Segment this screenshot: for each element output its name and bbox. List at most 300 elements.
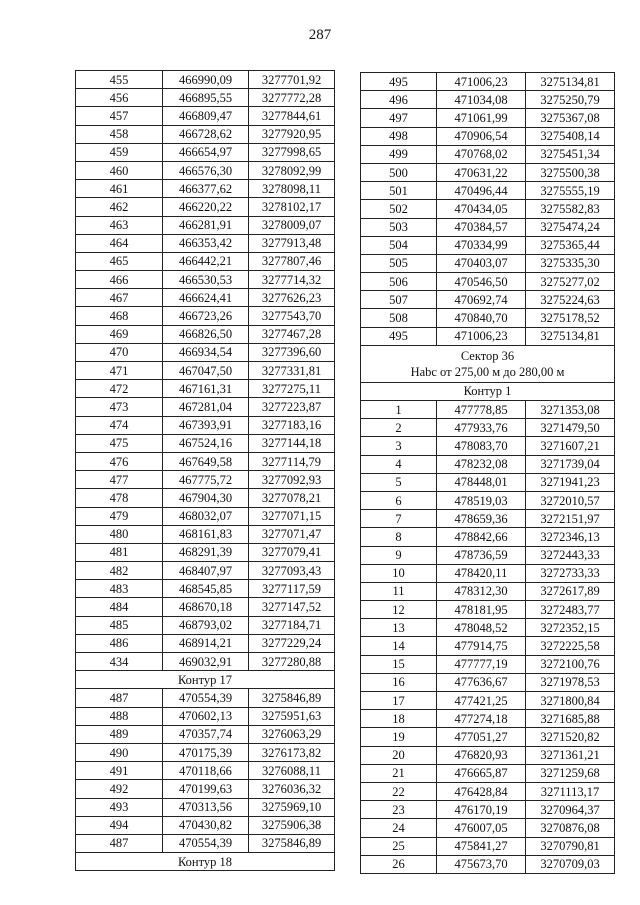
point-number-cell: 495 (361, 73, 437, 91)
sector-height-range: Нabc от 275,00 м до 280,00 м (410, 364, 565, 379)
table-row (76, 543, 335, 561)
y-coordinate-cell: 3278102,17 (249, 198, 335, 216)
x-coordinate-cell: 466442,21 (163, 252, 249, 270)
table-row (76, 452, 335, 470)
table-row (76, 707, 335, 725)
point-number-cell: 16 (361, 673, 437, 691)
x-coordinate-cell: 477933,76 (437, 419, 526, 437)
y-coordinate-cell: 3275846,89 (249, 689, 335, 707)
contour-heading-row (361, 382, 615, 400)
point-number-cell: 469 (76, 325, 163, 343)
x-coordinate-cell: 471034,08 (437, 91, 526, 109)
x-coordinate-cell: 467047,50 (163, 362, 249, 380)
x-coordinate-cell: 478448,01 (437, 473, 526, 491)
point-number-cell: 498 (361, 127, 437, 145)
y-coordinate-cell: 3272346,13 (526, 528, 615, 546)
x-coordinate-cell: 470313,56 (163, 798, 249, 816)
x-coordinate-cell: 470384,57 (437, 218, 526, 236)
table-row (76, 653, 335, 671)
x-coordinate-cell: 470554,39 (163, 834, 249, 852)
point-number-cell: 6 (361, 491, 437, 509)
point-number-cell: 473 (76, 398, 163, 416)
point-number-cell: 456 (76, 89, 163, 107)
table-row (76, 471, 335, 489)
table-row (76, 71, 335, 89)
point-number-cell: 505 (361, 254, 437, 272)
point-number-cell: 480 (76, 525, 163, 543)
table-row (361, 109, 615, 127)
point-number-cell: 434 (76, 653, 163, 671)
point-number-cell: 492 (76, 780, 163, 798)
x-coordinate-cell: 471006,23 (437, 327, 526, 345)
table-row (76, 180, 335, 198)
point-number-cell: 12 (361, 601, 437, 619)
table-row (76, 780, 335, 798)
x-coordinate-cell: 470434,05 (437, 200, 526, 218)
x-coordinate-cell: 470840,70 (437, 309, 526, 327)
point-number-cell: 22 (361, 782, 437, 800)
y-coordinate-cell: 3277147,52 (249, 598, 335, 616)
table-row (76, 125, 335, 143)
table-row (76, 234, 335, 252)
page-number: 287 (308, 27, 332, 43)
x-coordinate-cell: 467904,30 (163, 489, 249, 507)
y-coordinate-cell: 3271941,23 (526, 473, 615, 491)
x-coordinate-cell: 470692,74 (437, 291, 526, 309)
x-coordinate-cell: 468545,85 (163, 580, 249, 598)
table-row (76, 525, 335, 543)
coordinates-table-left (75, 70, 335, 871)
y-coordinate-cell: 3277714,32 (249, 271, 335, 289)
point-number-cell: 470 (76, 343, 163, 361)
x-coordinate-cell: 470175,39 (163, 743, 249, 761)
y-coordinate-cell: 3275408,14 (526, 127, 615, 145)
y-coordinate-cell: 3272151,97 (526, 510, 615, 528)
table-row (361, 855, 615, 873)
x-coordinate-cell: 478420,11 (437, 564, 526, 582)
table-row (76, 289, 335, 307)
x-coordinate-cell: 466895,55 (163, 89, 249, 107)
sector-heading-row (361, 345, 615, 382)
x-coordinate-cell: 477914,75 (437, 637, 526, 655)
point-number-cell: 506 (361, 273, 437, 291)
coordinates-table-right (360, 72, 615, 874)
x-coordinate-cell: 468914,21 (163, 634, 249, 652)
table-row (76, 307, 335, 325)
table-row (76, 762, 335, 780)
y-coordinate-cell: 3277772,28 (249, 89, 335, 107)
table-row (76, 252, 335, 270)
table-row (76, 580, 335, 598)
y-coordinate-cell: 3275951,63 (249, 707, 335, 725)
y-coordinate-cell: 3271800,84 (526, 692, 615, 710)
table-row (76, 143, 335, 161)
y-coordinate-cell: 3272733,33 (526, 564, 615, 582)
y-coordinate-cell: 3277184,71 (249, 616, 335, 634)
x-coordinate-cell: 470546,50 (437, 273, 526, 291)
point-number-cell: 496 (361, 91, 437, 109)
x-coordinate-cell: 468032,07 (163, 507, 249, 525)
table-row (76, 489, 335, 507)
table-row (76, 362, 335, 380)
x-coordinate-cell: 470554,39 (163, 689, 249, 707)
y-coordinate-cell: 3277280,88 (249, 653, 335, 671)
table-row (361, 601, 615, 619)
x-coordinate-cell: 470118,66 (163, 762, 249, 780)
point-number-cell: 15 (361, 655, 437, 673)
y-coordinate-cell: 3272010,57 (526, 491, 615, 509)
table-row (76, 89, 335, 107)
table-row (361, 182, 615, 200)
y-coordinate-cell: 3277920,95 (249, 125, 335, 143)
x-coordinate-cell: 471006,23 (437, 73, 526, 91)
y-coordinate-cell: 3277626,23 (249, 289, 335, 307)
x-coordinate-cell: 466826,50 (163, 325, 249, 343)
y-coordinate-cell: 3275474,24 (526, 218, 615, 236)
point-number-cell: 493 (76, 798, 163, 816)
point-number-cell: 478 (76, 489, 163, 507)
point-number-cell: 18 (361, 710, 437, 728)
point-number-cell: 19 (361, 728, 437, 746)
table-row (361, 582, 615, 600)
point-number-cell: 5 (361, 473, 437, 491)
x-coordinate-cell: 476170,19 (437, 801, 526, 819)
x-coordinate-cell: 478083,70 (437, 437, 526, 455)
table-row (361, 619, 615, 637)
point-number-cell: 10 (361, 564, 437, 582)
table-row (76, 562, 335, 580)
table-row (361, 401, 615, 419)
x-coordinate-cell: 478232,08 (437, 455, 526, 473)
y-coordinate-cell: 3276088,11 (249, 762, 335, 780)
y-coordinate-cell: 3272617,89 (526, 582, 615, 600)
point-number-cell: 466 (76, 271, 163, 289)
y-coordinate-cell: 3271685,88 (526, 710, 615, 728)
point-number-cell: 468 (76, 307, 163, 325)
table-row (361, 236, 615, 254)
table-row (76, 161, 335, 179)
y-coordinate-cell: 3277913,48 (249, 234, 335, 252)
table-row (361, 837, 615, 855)
point-number-cell: 455 (76, 71, 163, 89)
table-row (361, 273, 615, 291)
table-row (361, 91, 615, 109)
y-coordinate-cell: 3277071,15 (249, 507, 335, 525)
table-row (76, 271, 335, 289)
point-number-cell: 13 (361, 619, 437, 637)
y-coordinate-cell: 3270709,03 (526, 855, 615, 873)
y-coordinate-cell: 3275250,79 (526, 91, 615, 109)
table-row (361, 127, 615, 145)
point-number-cell: 490 (76, 743, 163, 761)
table-row (361, 510, 615, 528)
point-number-cell: 475 (76, 434, 163, 452)
table-row (76, 416, 335, 434)
point-number-cell: 474 (76, 416, 163, 434)
point-number-cell: 17 (361, 692, 437, 710)
point-number-cell: 500 (361, 163, 437, 181)
y-coordinate-cell: 3277998,65 (249, 143, 335, 161)
x-coordinate-cell: 467281,04 (163, 398, 249, 416)
y-coordinate-cell: 3275335,30 (526, 254, 615, 272)
point-number-cell: 14 (361, 637, 437, 655)
y-coordinate-cell: 3275451,34 (526, 145, 615, 163)
y-coordinate-cell: 3278009,07 (249, 216, 335, 234)
point-number-cell: 488 (76, 707, 163, 725)
point-number-cell: 2 (361, 419, 437, 437)
y-coordinate-cell: 3275582,83 (526, 200, 615, 218)
contour-heading-row (76, 853, 335, 871)
table-row (76, 325, 335, 343)
point-number-cell: 491 (76, 762, 163, 780)
y-coordinate-cell: 3277701,92 (249, 71, 335, 89)
x-coordinate-cell: 470602,13 (163, 707, 249, 725)
point-number-cell: 467 (76, 289, 163, 307)
point-number-cell: 482 (76, 562, 163, 580)
point-number-cell: 461 (76, 180, 163, 198)
table-row (361, 637, 615, 655)
table-row (76, 434, 335, 452)
point-number-cell: 472 (76, 380, 163, 398)
table-row (361, 491, 615, 509)
table-row (76, 743, 335, 761)
point-number-cell: 486 (76, 634, 163, 652)
x-coordinate-cell: 478659,36 (437, 510, 526, 528)
point-number-cell: 485 (76, 616, 163, 634)
table-row (361, 746, 615, 764)
x-coordinate-cell: 466377,62 (163, 180, 249, 198)
x-coordinate-cell: 468291,39 (163, 543, 249, 561)
y-coordinate-cell: 3277543,70 (249, 307, 335, 325)
y-coordinate-cell: 3277093,43 (249, 562, 335, 580)
x-coordinate-cell: 466990,09 (163, 71, 249, 89)
point-number-cell: 458 (76, 125, 163, 143)
y-coordinate-cell: 3277079,41 (249, 543, 335, 561)
table-row (76, 834, 335, 852)
y-coordinate-cell: 3275178,52 (526, 309, 615, 327)
x-coordinate-cell: 470768,02 (437, 145, 526, 163)
x-coordinate-cell: 471061,99 (437, 109, 526, 127)
y-coordinate-cell: 3275906,38 (249, 816, 335, 834)
point-number-cell: 487 (76, 834, 163, 852)
x-coordinate-cell: 478736,59 (437, 546, 526, 564)
y-coordinate-cell: 3271607,21 (526, 437, 615, 455)
x-coordinate-cell: 477274,18 (437, 710, 526, 728)
y-coordinate-cell: 3271739,04 (526, 455, 615, 473)
point-number-cell: 484 (76, 598, 163, 616)
x-coordinate-cell: 466624,41 (163, 289, 249, 307)
point-number-cell: 4 (361, 455, 437, 473)
table-row (76, 216, 335, 234)
y-coordinate-cell: 3272483,77 (526, 601, 615, 619)
table-row (361, 764, 615, 782)
point-number-cell: 23 (361, 801, 437, 819)
x-coordinate-cell: 475841,27 (437, 837, 526, 855)
y-coordinate-cell: 3270964,37 (526, 801, 615, 819)
y-coordinate-cell: 3270876,08 (526, 819, 615, 837)
point-number-cell: 11 (361, 582, 437, 600)
x-coordinate-cell: 468793,02 (163, 616, 249, 634)
point-number-cell: 464 (76, 234, 163, 252)
y-coordinate-cell: 3271978,53 (526, 673, 615, 691)
y-coordinate-cell: 3276173,82 (249, 743, 335, 761)
point-number-cell: 479 (76, 507, 163, 525)
y-coordinate-cell: 3272352,15 (526, 619, 615, 637)
point-number-cell: 465 (76, 252, 163, 270)
point-number-cell: 20 (361, 746, 437, 764)
table-row (361, 728, 615, 746)
point-number-cell: 457 (76, 107, 163, 125)
table-row (361, 419, 615, 437)
x-coordinate-cell: 477421,25 (437, 692, 526, 710)
table-row (76, 198, 335, 216)
x-coordinate-cell: 466353,42 (163, 234, 249, 252)
table-row (361, 200, 615, 218)
table-row (76, 507, 335, 525)
point-number-cell: 460 (76, 161, 163, 179)
y-coordinate-cell: 3271520,82 (526, 728, 615, 746)
point-number-cell: 481 (76, 543, 163, 561)
table-row (361, 655, 615, 673)
point-number-cell: 3 (361, 437, 437, 455)
x-coordinate-cell: 468670,18 (163, 598, 249, 616)
x-coordinate-cell: 466934,54 (163, 343, 249, 361)
table-row (361, 455, 615, 473)
table-row (76, 598, 335, 616)
y-coordinate-cell: 3275367,08 (526, 109, 615, 127)
y-coordinate-cell: 3271479,50 (526, 419, 615, 437)
x-coordinate-cell: 478048,52 (437, 619, 526, 637)
y-coordinate-cell: 3275969,10 (249, 798, 335, 816)
x-coordinate-cell: 476007,05 (437, 819, 526, 837)
y-coordinate-cell: 3270790,81 (526, 837, 615, 855)
x-coordinate-cell: 466281,91 (163, 216, 249, 234)
x-coordinate-cell: 466530,53 (163, 271, 249, 289)
table-row (361, 437, 615, 455)
point-number-cell: 502 (361, 200, 437, 218)
table-row (361, 546, 615, 564)
y-coordinate-cell: 3271113,17 (526, 782, 615, 800)
x-coordinate-cell: 470906,54 (437, 127, 526, 145)
sector-title: Сектор 36 (460, 348, 515, 363)
y-coordinate-cell: 3275134,81 (526, 327, 615, 345)
point-number-cell: 489 (76, 725, 163, 743)
y-coordinate-cell: 3272443,33 (526, 546, 615, 564)
table-row (361, 254, 615, 272)
table-row (361, 73, 615, 91)
x-coordinate-cell: 466220,22 (163, 198, 249, 216)
point-number-cell: 1 (361, 401, 437, 419)
table-row (361, 782, 615, 800)
x-coordinate-cell: 478519,03 (437, 491, 526, 509)
table-row (361, 327, 615, 345)
point-number-cell: 483 (76, 580, 163, 598)
x-coordinate-cell: 476665,87 (437, 764, 526, 782)
y-coordinate-cell: 3277223,87 (249, 398, 335, 416)
point-number-cell: 501 (361, 182, 437, 200)
x-coordinate-cell: 470430,82 (163, 816, 249, 834)
y-coordinate-cell: 3277275,11 (249, 380, 335, 398)
point-number-cell: 499 (361, 145, 437, 163)
table-row (361, 710, 615, 728)
table-row (361, 819, 615, 837)
x-coordinate-cell: 475673,70 (437, 855, 526, 873)
y-coordinate-cell: 3277844,61 (249, 107, 335, 125)
table-row (361, 692, 615, 710)
point-number-cell: 25 (361, 837, 437, 855)
y-coordinate-cell: 3275500,38 (526, 163, 615, 181)
x-coordinate-cell: 477778,85 (437, 401, 526, 419)
y-coordinate-cell: 3275134,81 (526, 73, 615, 91)
x-coordinate-cell: 470334,99 (437, 236, 526, 254)
table-row (76, 634, 335, 652)
y-coordinate-cell: 3278092,99 (249, 161, 335, 179)
table-row (76, 725, 335, 743)
x-coordinate-cell: 466723,26 (163, 307, 249, 325)
x-coordinate-cell: 470496,44 (437, 182, 526, 200)
y-coordinate-cell: 3277114,79 (249, 452, 335, 470)
point-number-cell: 24 (361, 819, 437, 837)
table-row (76, 343, 335, 361)
table-row (76, 689, 335, 707)
x-coordinate-cell: 466654,97 (163, 143, 249, 161)
point-number-cell: 7 (361, 510, 437, 528)
x-coordinate-cell: 468407,97 (163, 562, 249, 580)
table-row (361, 801, 615, 819)
y-coordinate-cell: 3277396,60 (249, 343, 335, 361)
contour-heading: Контур 18 (76, 853, 335, 871)
x-coordinate-cell: 467393,91 (163, 416, 249, 434)
table-row (76, 380, 335, 398)
table-row (361, 309, 615, 327)
contour-heading-row (76, 671, 335, 689)
x-coordinate-cell: 469032,91 (163, 653, 249, 671)
x-coordinate-cell: 477051,27 (437, 728, 526, 746)
point-number-cell: 494 (76, 816, 163, 834)
point-number-cell: 477 (76, 471, 163, 489)
x-coordinate-cell: 467524,16 (163, 434, 249, 452)
y-coordinate-cell: 3277092,93 (249, 471, 335, 489)
table-row (361, 145, 615, 163)
y-coordinate-cell: 3278098,11 (249, 180, 335, 198)
y-coordinate-cell: 3272100,76 (526, 655, 615, 673)
x-coordinate-cell: 466728,62 (163, 125, 249, 143)
y-coordinate-cell: 3277467,28 (249, 325, 335, 343)
y-coordinate-cell: 3271361,21 (526, 746, 615, 764)
point-number-cell: 471 (76, 362, 163, 380)
y-coordinate-cell: 3277183,16 (249, 416, 335, 434)
point-number-cell: 459 (76, 143, 163, 161)
x-coordinate-cell: 478181,95 (437, 601, 526, 619)
y-coordinate-cell: 3277078,21 (249, 489, 335, 507)
x-coordinate-cell: 470403,07 (437, 254, 526, 272)
point-number-cell: 504 (361, 236, 437, 254)
x-coordinate-cell: 468161,83 (163, 525, 249, 543)
x-coordinate-cell: 467775,72 (163, 471, 249, 489)
y-coordinate-cell: 3277229,24 (249, 634, 335, 652)
table-row (361, 673, 615, 691)
x-coordinate-cell: 467649,58 (163, 452, 249, 470)
x-coordinate-cell: 466576,30 (163, 161, 249, 179)
table-row (76, 107, 335, 125)
point-number-cell: 476 (76, 452, 163, 470)
point-number-cell: 507 (361, 291, 437, 309)
y-coordinate-cell: 3275224,63 (526, 291, 615, 309)
x-coordinate-cell: 470357,74 (163, 725, 249, 743)
point-number-cell: 508 (361, 309, 437, 327)
x-coordinate-cell: 477777,19 (437, 655, 526, 673)
y-coordinate-cell: 3276036,32 (249, 780, 335, 798)
